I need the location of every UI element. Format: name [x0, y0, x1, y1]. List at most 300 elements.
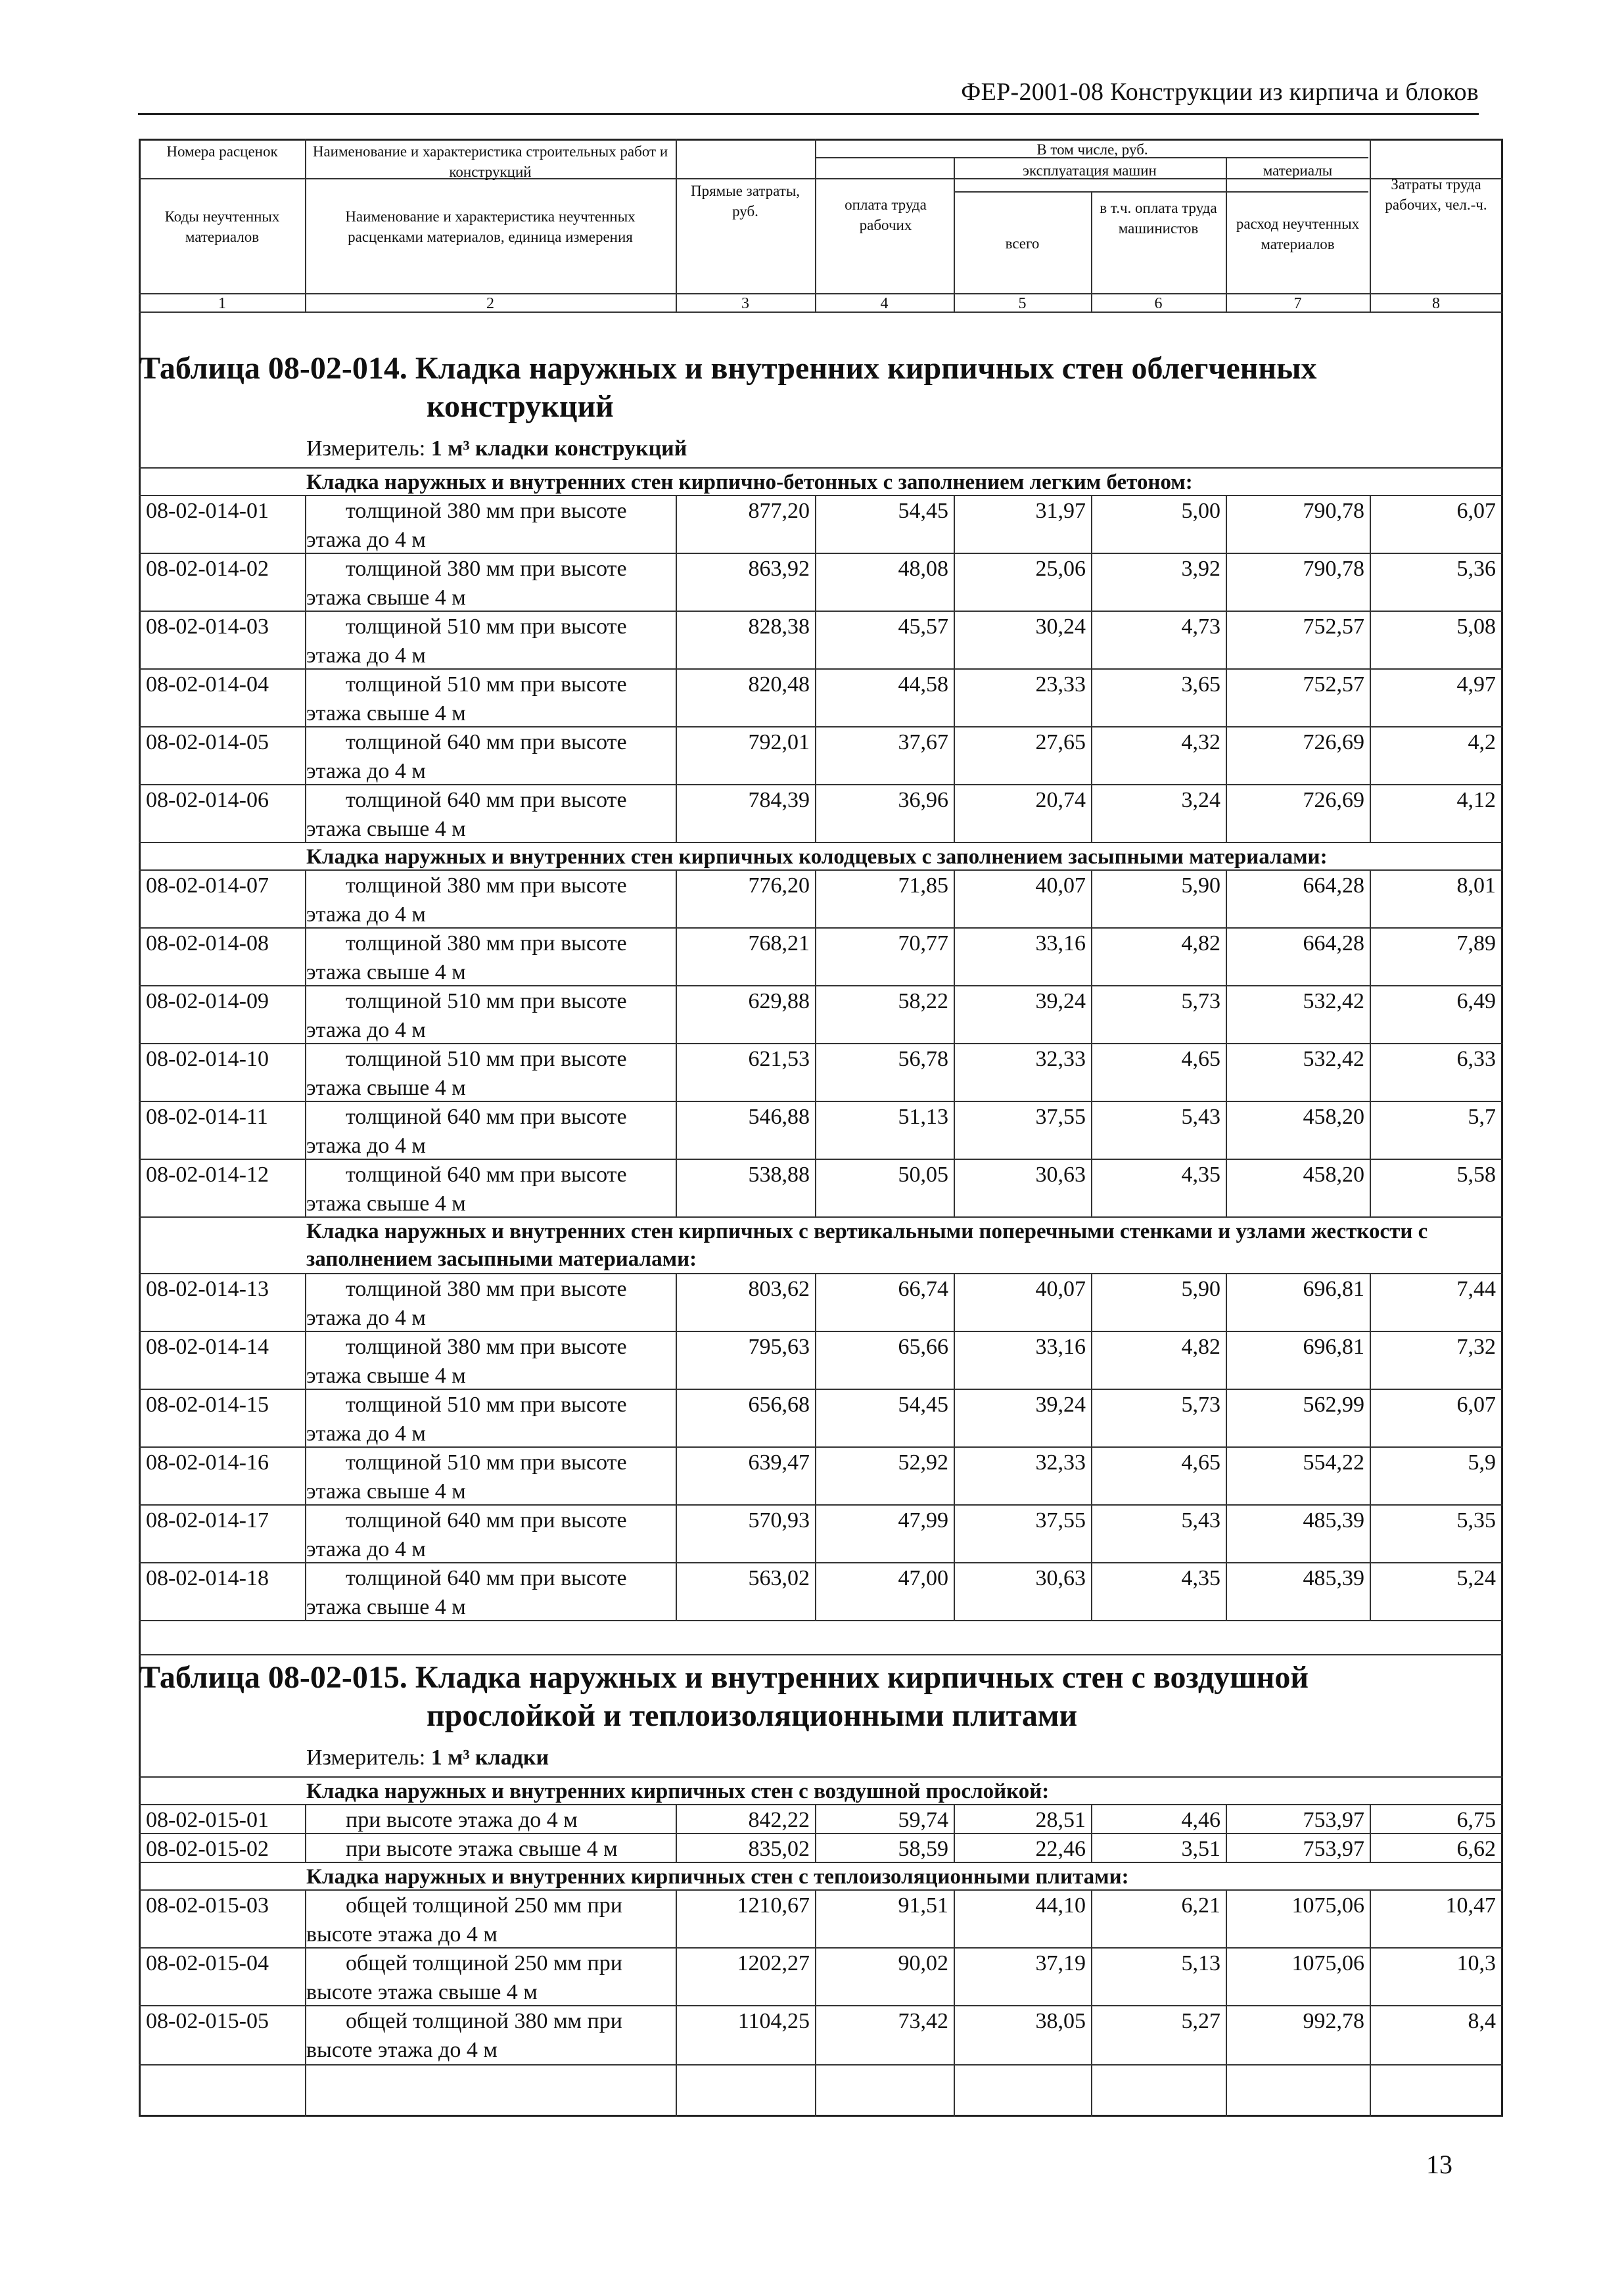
labor-hours-value: 5,36: [1456, 557, 1496, 581]
row-rule: [139, 927, 1503, 929]
work-description: [306, 1949, 674, 2007]
materials-cost-value: 726,69: [1303, 788, 1364, 812]
machine-total-value: 20,74: [1035, 788, 1086, 812]
row-vline: [954, 1804, 955, 1833]
row-rule: [139, 1331, 1503, 1332]
rate-code: 08-02-014-15: [146, 1393, 269, 1417]
labor-pay-value: 36,96: [898, 788, 948, 812]
row-vline: [676, 1889, 677, 1947]
rate-code: 08-02-014-05: [146, 730, 269, 754]
row-vline: [1226, 668, 1227, 726]
row-rule: [139, 668, 1503, 670]
labor-hours-value: 7,32: [1456, 1335, 1496, 1359]
labor-hours-value: 7,44: [1456, 1277, 1496, 1301]
row-vline: [815, 668, 816, 726]
direct-cost-value: 877,20: [748, 499, 810, 523]
labor-pay-value: 90,02: [898, 1951, 948, 1975]
row-vline: [305, 1159, 306, 1216]
header-col2-bottom: Наименование и характеристика неучтенных расценками материалов, единица измерения: [345, 208, 636, 245]
work-description-line1: толщиной 640 мм при высоте: [346, 1163, 627, 1187]
direct-cost-value: 546,88: [748, 1105, 810, 1129]
machine-total-value: 33,16: [1035, 931, 1086, 956]
direct-cost-value: 792,01: [748, 730, 810, 754]
labor-hours-value: 5,7: [1468, 1105, 1496, 1129]
row-vline: [676, 1504, 677, 1562]
work-description: [306, 786, 674, 844]
direct-cost-value: 820,48: [748, 672, 810, 697]
row-vline: [676, 1947, 677, 2005]
row-vline: [305, 985, 306, 1043]
row-vline: [1370, 2064, 1371, 2117]
direct-cost-value: 639,47: [748, 1450, 810, 1475]
row-vline: [815, 2005, 816, 2064]
row-vline: [1226, 1446, 1227, 1504]
row-vline: [954, 1273, 955, 1331]
labor-hours-value: 6,07: [1456, 499, 1496, 523]
work-description-line2: этажа до 4 м: [306, 1306, 426, 1330]
row-vline: [954, 1331, 955, 1389]
header-vline: [1091, 191, 1092, 312]
work-description: [306, 728, 674, 786]
work-description: [306, 1448, 674, 1506]
machinist-pay-value: 3,92: [1181, 557, 1220, 581]
row-vline: [954, 1043, 955, 1101]
row-vline: [1091, 927, 1092, 985]
labor-pay-value: 47,99: [898, 1508, 948, 1533]
labor-pay-value: 47,00: [898, 1566, 948, 1590]
work-description-line1: толщиной 510 мм при высоте: [346, 614, 627, 639]
machinist-pay-value: 4,82: [1181, 1335, 1220, 1359]
machine-total-value: 22,46: [1035, 1837, 1086, 1861]
row-vline: [954, 1947, 955, 2005]
machine-total-value: 25,06: [1035, 557, 1086, 581]
work-description-line2: этажа свыше 4 м: [306, 1364, 466, 1388]
row-vline: [1226, 1159, 1227, 1216]
work-description: [306, 1806, 674, 1835]
header-col1-bottom: Коды неучтенных материалов: [164, 208, 280, 245]
materials-cost-value: 992,78: [1303, 2009, 1364, 2033]
row-vline: [954, 726, 955, 784]
row-vline: [1370, 1043, 1371, 1101]
direct-cost-value: 835,02: [748, 1837, 810, 1861]
row-vline: [815, 1504, 816, 1562]
work-description-line1: толщиной 380 мм при высоте: [346, 931, 627, 956]
row-rule: [139, 1562, 1503, 1563]
rate-code: 08-02-014-06: [146, 788, 269, 812]
section-rule: [139, 1804, 1503, 1805]
row-vline: [676, 1043, 677, 1101]
table1-measure-value: 1 м³ кладки конструкций: [430, 436, 687, 461]
direct-cost-value: 795,63: [748, 1335, 810, 1359]
header-col5: всего: [1005, 235, 1040, 252]
materials-cost-value: 752,57: [1303, 614, 1364, 639]
table2-top-rule: [139, 1654, 1503, 1655]
row-vline: [1370, 668, 1371, 726]
row-vline: [1091, 1889, 1092, 1947]
work-description-line1: общей толщиной 380 мм при: [346, 2009, 622, 2033]
machinist-pay-value: 4,65: [1181, 1047, 1220, 1071]
section-heading: Кладка наружных и внутренних стен кирпичных с вертикальными поперечными стенками и узлами жесткости с заполнением засыпными материалами:: [306, 1220, 1428, 1271]
work-description-line2: этажа свыше 4 м: [306, 1076, 466, 1100]
table1-title: [139, 350, 1500, 426]
row-vline: [1370, 726, 1371, 784]
direct-cost-value: 1104,25: [737, 2009, 810, 2033]
row-vline: [1226, 1101, 1227, 1159]
work-description-line2: этажа свыше 4 м: [306, 1595, 466, 1619]
machinist-pay-value: 3,24: [1181, 788, 1220, 812]
row-vline: [1370, 611, 1371, 668]
row-rule: [139, 1620, 1503, 1621]
row-vline: [954, 1446, 955, 1504]
machine-total-value: 27,65: [1035, 730, 1086, 754]
machinist-pay-value: 6,21: [1181, 1893, 1220, 1918]
row-vline: [815, 1159, 816, 1216]
work-description-line1: общей толщиной 250 мм при: [346, 1951, 622, 1975]
row-vline: [954, 1889, 955, 1947]
row-vline: [676, 1804, 677, 1833]
header-number-4: 4: [880, 295, 889, 312]
row-vline: [1370, 1101, 1371, 1159]
work-description-line1: толщиной 380 мм при высоте: [346, 1277, 627, 1301]
materials-cost-value: 664,28: [1303, 873, 1364, 898]
row-vline: [815, 1947, 816, 2005]
machine-total-value: 30,63: [1035, 1566, 1086, 1590]
work-description-line2: этажа до 4 м: [306, 1537, 426, 1561]
rate-code: 08-02-014-14: [146, 1335, 269, 1359]
materials-cost-value: 1075,06: [1291, 1893, 1364, 1918]
row-vline: [815, 1446, 816, 1504]
labor-pay-value: 91,51: [898, 1893, 948, 1918]
machinist-pay-value: 5,13: [1181, 1951, 1220, 1975]
labor-hours-value: 7,89: [1456, 931, 1496, 956]
work-description-line1: при высоте этажа до 4 м: [346, 1808, 578, 1832]
work-description: [306, 1506, 674, 1564]
row-vline: [815, 553, 816, 611]
direct-cost-value: 842,22: [748, 1808, 810, 1832]
work-description-line2: высоте этажа свыше 4 м: [306, 1980, 538, 2004]
row-vline: [1370, 1331, 1371, 1389]
row-vline: [954, 1833, 955, 1862]
work-description-line2: этажа до 4 м: [306, 528, 426, 552]
row-vline: [815, 784, 816, 842]
rate-code: 08-02-015-02: [146, 1837, 269, 1861]
table2-measure-label: Измеритель:: [306, 1745, 426, 1770]
row-vline: [1226, 2064, 1227, 2117]
row-vline: [1091, 668, 1092, 726]
work-description: [306, 1391, 674, 1448]
work-description: [306, 871, 674, 929]
row-vline: [954, 1101, 955, 1159]
row-vline: [1091, 1159, 1092, 1216]
row-vline: [305, 495, 306, 553]
table1-title-line2: конструкций: [427, 389, 614, 424]
row-vline: [1370, 1889, 1371, 1947]
row-vline: [1370, 1159, 1371, 1216]
machinist-pay-value: 4,73: [1181, 614, 1220, 639]
row-vline: [1370, 1389, 1371, 1446]
section-heading: Кладка наружных и внутренних стен кирпично-бетонных с заполнением легким бетоном:: [306, 471, 1193, 494]
row-vline: [954, 553, 955, 611]
direct-cost-value: 768,21: [748, 931, 810, 956]
labor-pay-value: 73,42: [898, 2009, 948, 2033]
row-vline: [1226, 985, 1227, 1043]
row-rule: [139, 1947, 1503, 1949]
row-vline: [1370, 553, 1371, 611]
labor-pay-value: 65,66: [898, 1335, 948, 1359]
row-vline: [1226, 1947, 1227, 2005]
row-vline: [676, 869, 677, 927]
row-vline: [1226, 1389, 1227, 1446]
machine-total-value: 37,19: [1035, 1951, 1086, 1975]
machinist-pay-value: 3,51: [1181, 1837, 1220, 1861]
labor-hours-value: 5,24: [1456, 1566, 1496, 1590]
header-col1-top: Номера расценок: [166, 143, 278, 160]
machinist-pay-value: 4,82: [1181, 931, 1220, 956]
materials-cost-value: 532,42: [1303, 989, 1364, 1013]
materials-cost-value: 753,97: [1303, 1837, 1364, 1861]
work-description: [306, 1161, 674, 1218]
row-vline: [1091, 495, 1092, 553]
work-description-line1: толщиной 640 мм при высоте: [346, 1566, 627, 1590]
work-description: [306, 1333, 674, 1391]
labor-hours-value: 6,49: [1456, 989, 1496, 1013]
machine-total-value: 44,10: [1035, 1893, 1086, 1918]
row-vline: [305, 1043, 306, 1101]
labor-pay-value: 59,74: [898, 1808, 948, 1832]
work-description: [306, 612, 674, 670]
header-vline: [305, 139, 306, 312]
row-vline: [1091, 1947, 1092, 2005]
row-vline: [305, 1562, 306, 1620]
row-vline: [305, 2005, 306, 2064]
labor-pay-value: 71,85: [898, 873, 948, 898]
row-vline: [1370, 1273, 1371, 1331]
direct-cost-value: 828,38: [748, 614, 810, 639]
materials-cost-value: 562,99: [1303, 1393, 1364, 1417]
rate-code: 08-02-014-01: [146, 499, 269, 523]
machine-total-value: 30,24: [1035, 614, 1086, 639]
materials-cost-value: 753,97: [1303, 1808, 1364, 1832]
header-col6: в т.ч. оплата труда машинистов: [1100, 200, 1217, 237]
row-vline: [954, 1504, 955, 1562]
labor-pay-value: 58,22: [898, 989, 948, 1013]
row-vline: [676, 495, 677, 553]
labor-pay-value: 44,58: [898, 672, 948, 697]
row-vline: [815, 1273, 816, 1331]
row-vline: [1091, 1562, 1092, 1620]
row-vline: [676, 1331, 677, 1389]
row-vline: [954, 1389, 955, 1446]
work-description: [306, 670, 674, 728]
header-vline: [676, 139, 677, 312]
row-rule: [139, 1504, 1503, 1506]
row-vline: [1226, 553, 1227, 611]
direct-cost-value: 656,68: [748, 1393, 810, 1417]
machine-total-value: 40,07: [1035, 873, 1086, 898]
row-vline: [815, 611, 816, 668]
row-vline: [1226, 495, 1227, 553]
work-description-line2: этажа свыше 4 м: [306, 1191, 466, 1216]
row-vline: [954, 2064, 955, 2117]
section-rule: [139, 869, 1503, 871]
rate-code: 08-02-015-04: [146, 1951, 269, 1975]
materials-cost-value: 696,81: [1303, 1277, 1364, 1301]
row-vline: [676, 553, 677, 611]
direct-cost-value: 570,93: [748, 1508, 810, 1533]
materials-cost-value: 726,69: [1303, 730, 1364, 754]
row-vline: [1091, 611, 1092, 668]
header-machines: эксплуатация машин: [1023, 162, 1157, 179]
machine-total-value: 32,33: [1035, 1450, 1086, 1475]
labor-hours-value: 5,08: [1456, 614, 1496, 639]
machinist-pay-value: 4,46: [1181, 1808, 1220, 1832]
machinist-pay-value: 5,27: [1181, 2009, 1220, 2033]
labor-pay-value: 70,77: [898, 931, 948, 956]
machinist-pay-value: 5,73: [1181, 1393, 1220, 1417]
row-rule: [139, 1446, 1503, 1448]
row-vline: [676, 1273, 677, 1331]
work-description-line1: толщиной 380 мм при высоте: [346, 873, 627, 898]
machinist-pay-value: 5,00: [1181, 499, 1220, 523]
row-vline: [954, 869, 955, 927]
section-rule: [139, 1889, 1503, 1891]
work-description-line1: толщиной 510 мм при высоте: [346, 989, 627, 1013]
row-vline: [815, 1389, 816, 1446]
row-vline: [954, 1159, 955, 1216]
row-vline: [815, 927, 816, 985]
row-vline: [954, 2005, 955, 2064]
materials-cost-value: 458,20: [1303, 1163, 1364, 1187]
row-vline: [1226, 1043, 1227, 1101]
section-heading: Кладка наружных и внутренних кирпичных стен с воздушной прослойкой:: [306, 1780, 1050, 1803]
table2-title-line1: Таблица 08-02-015. Кладка наружных и внутренних кирпичных стен с воздушной: [139, 1660, 1309, 1695]
machinist-pay-value: 4,65: [1181, 1450, 1220, 1475]
labor-pay-value: 54,45: [898, 499, 948, 523]
row-vline: [305, 927, 306, 985]
work-description-line1: общей толщиной 250 мм при: [346, 1893, 622, 1918]
machinist-pay-value: 5,73: [1181, 989, 1220, 1013]
direct-cost-value: 863,92: [748, 557, 810, 581]
header-vline: [815, 139, 816, 312]
row-vline: [1370, 495, 1371, 553]
row-vline: [1226, 1504, 1227, 1562]
materials-cost-value: 1075,06: [1291, 1951, 1364, 1975]
machinist-pay-value: 5,90: [1181, 873, 1220, 898]
header-materials: материалы: [1263, 162, 1333, 179]
machinist-pay-value: 4,32: [1181, 730, 1220, 754]
machine-total-value: 31,97: [1035, 499, 1086, 523]
row-vline: [1226, 1804, 1227, 1833]
work-description-line2: этажа до 4 м: [306, 759, 426, 783]
row-vline: [1226, 1833, 1227, 1862]
rate-code: 08-02-014-02: [146, 557, 269, 581]
header-col2-top: Наименование и характеристика строительных работ и конструкций: [312, 143, 668, 180]
row-vline: [1091, 726, 1092, 784]
row-vline: [1370, 869, 1371, 927]
row-vline: [1091, 784, 1092, 842]
work-description: [306, 1564, 674, 1622]
header-number-1: 1: [218, 295, 226, 312]
row-vline: [1370, 1562, 1371, 1620]
row-rule: [139, 1101, 1503, 1102]
materials-cost-value: 696,81: [1303, 1335, 1364, 1359]
rate-code: 08-02-014-08: [146, 931, 269, 956]
row-vline: [1226, 2005, 1227, 2064]
row-rule: [139, 1159, 1503, 1160]
row-vline: [1226, 1331, 1227, 1389]
labor-hours-value: 10,47: [1445, 1893, 1496, 1918]
row-rule: [139, 2064, 1503, 2066]
row-vline: [1226, 1273, 1227, 1331]
work-description: [306, 497, 674, 555]
row-vline: [676, 611, 677, 668]
header-vline: [1226, 157, 1227, 312]
row-vline: [305, 784, 306, 842]
header-number-8: 8: [1432, 295, 1440, 312]
machinist-pay-value: 5,43: [1181, 1105, 1220, 1129]
row-rule: [139, 2005, 1503, 2006]
rate-code: 08-02-014-12: [146, 1163, 269, 1187]
header-number-2: 2: [486, 295, 494, 312]
rate-code: 08-02-014-03: [146, 614, 269, 639]
rate-code: 08-02-014-18: [146, 1566, 269, 1590]
header-col7: расход неучтенных материалов: [1236, 216, 1360, 252]
row-vline: [1091, 869, 1092, 927]
row-vline: [815, 1833, 816, 1862]
labor-hours-value: 8,01: [1456, 873, 1496, 898]
row-vline: [1370, 1833, 1371, 1862]
row-vline: [1370, 1446, 1371, 1504]
row-vline: [1091, 1833, 1092, 1862]
work-description-line1: толщиной 510 мм при высоте: [346, 672, 627, 697]
machine-total-value: 37,55: [1035, 1508, 1086, 1533]
work-description-line2: этажа до 4 м: [306, 1018, 426, 1042]
work-description-line2: этажа свыше 4 м: [306, 960, 466, 984]
machine-total-value: 39,24: [1035, 989, 1086, 1013]
work-description: [306, 555, 674, 612]
row-vline: [1091, 1389, 1092, 1446]
labor-pay-value: 45,57: [898, 614, 948, 639]
work-description: [306, 1275, 674, 1333]
row-vline: [815, 726, 816, 784]
materials-cost-value: 532,42: [1303, 1047, 1364, 1071]
row-vline: [1226, 1562, 1227, 1620]
row-vline: [676, 1101, 677, 1159]
row-vline: [815, 1889, 816, 1947]
materials-cost-value: 554,22: [1303, 1450, 1364, 1475]
header-vline: [1370, 139, 1371, 312]
labor-hours-value: 8,4: [1468, 2009, 1496, 2033]
work-description-line2: этажа до 4 м: [306, 1134, 426, 1158]
labor-hours-value: 4,2: [1468, 730, 1496, 754]
header-col8: Затраты труда рабочих, чел.-ч.: [1385, 176, 1487, 213]
materials-cost-value: 485,39: [1303, 1508, 1364, 1533]
row-vline: [305, 1101, 306, 1159]
row-vline: [305, 611, 306, 668]
row-vline: [305, 1833, 306, 1862]
row-vline: [815, 1331, 816, 1389]
work-description: [306, 1045, 674, 1103]
materials-cost-value: 752,57: [1303, 672, 1364, 697]
row-vline: [1226, 1889, 1227, 1947]
rate-code: 08-02-014-10: [146, 1047, 269, 1071]
direct-cost-value: 629,88: [748, 989, 810, 1013]
row-vline: [1370, 1504, 1371, 1562]
rate-code: 08-02-015-01: [146, 1808, 269, 1832]
work-description: [306, 929, 674, 987]
work-description: [306, 1103, 674, 1161]
row-vline: [815, 2064, 816, 2117]
